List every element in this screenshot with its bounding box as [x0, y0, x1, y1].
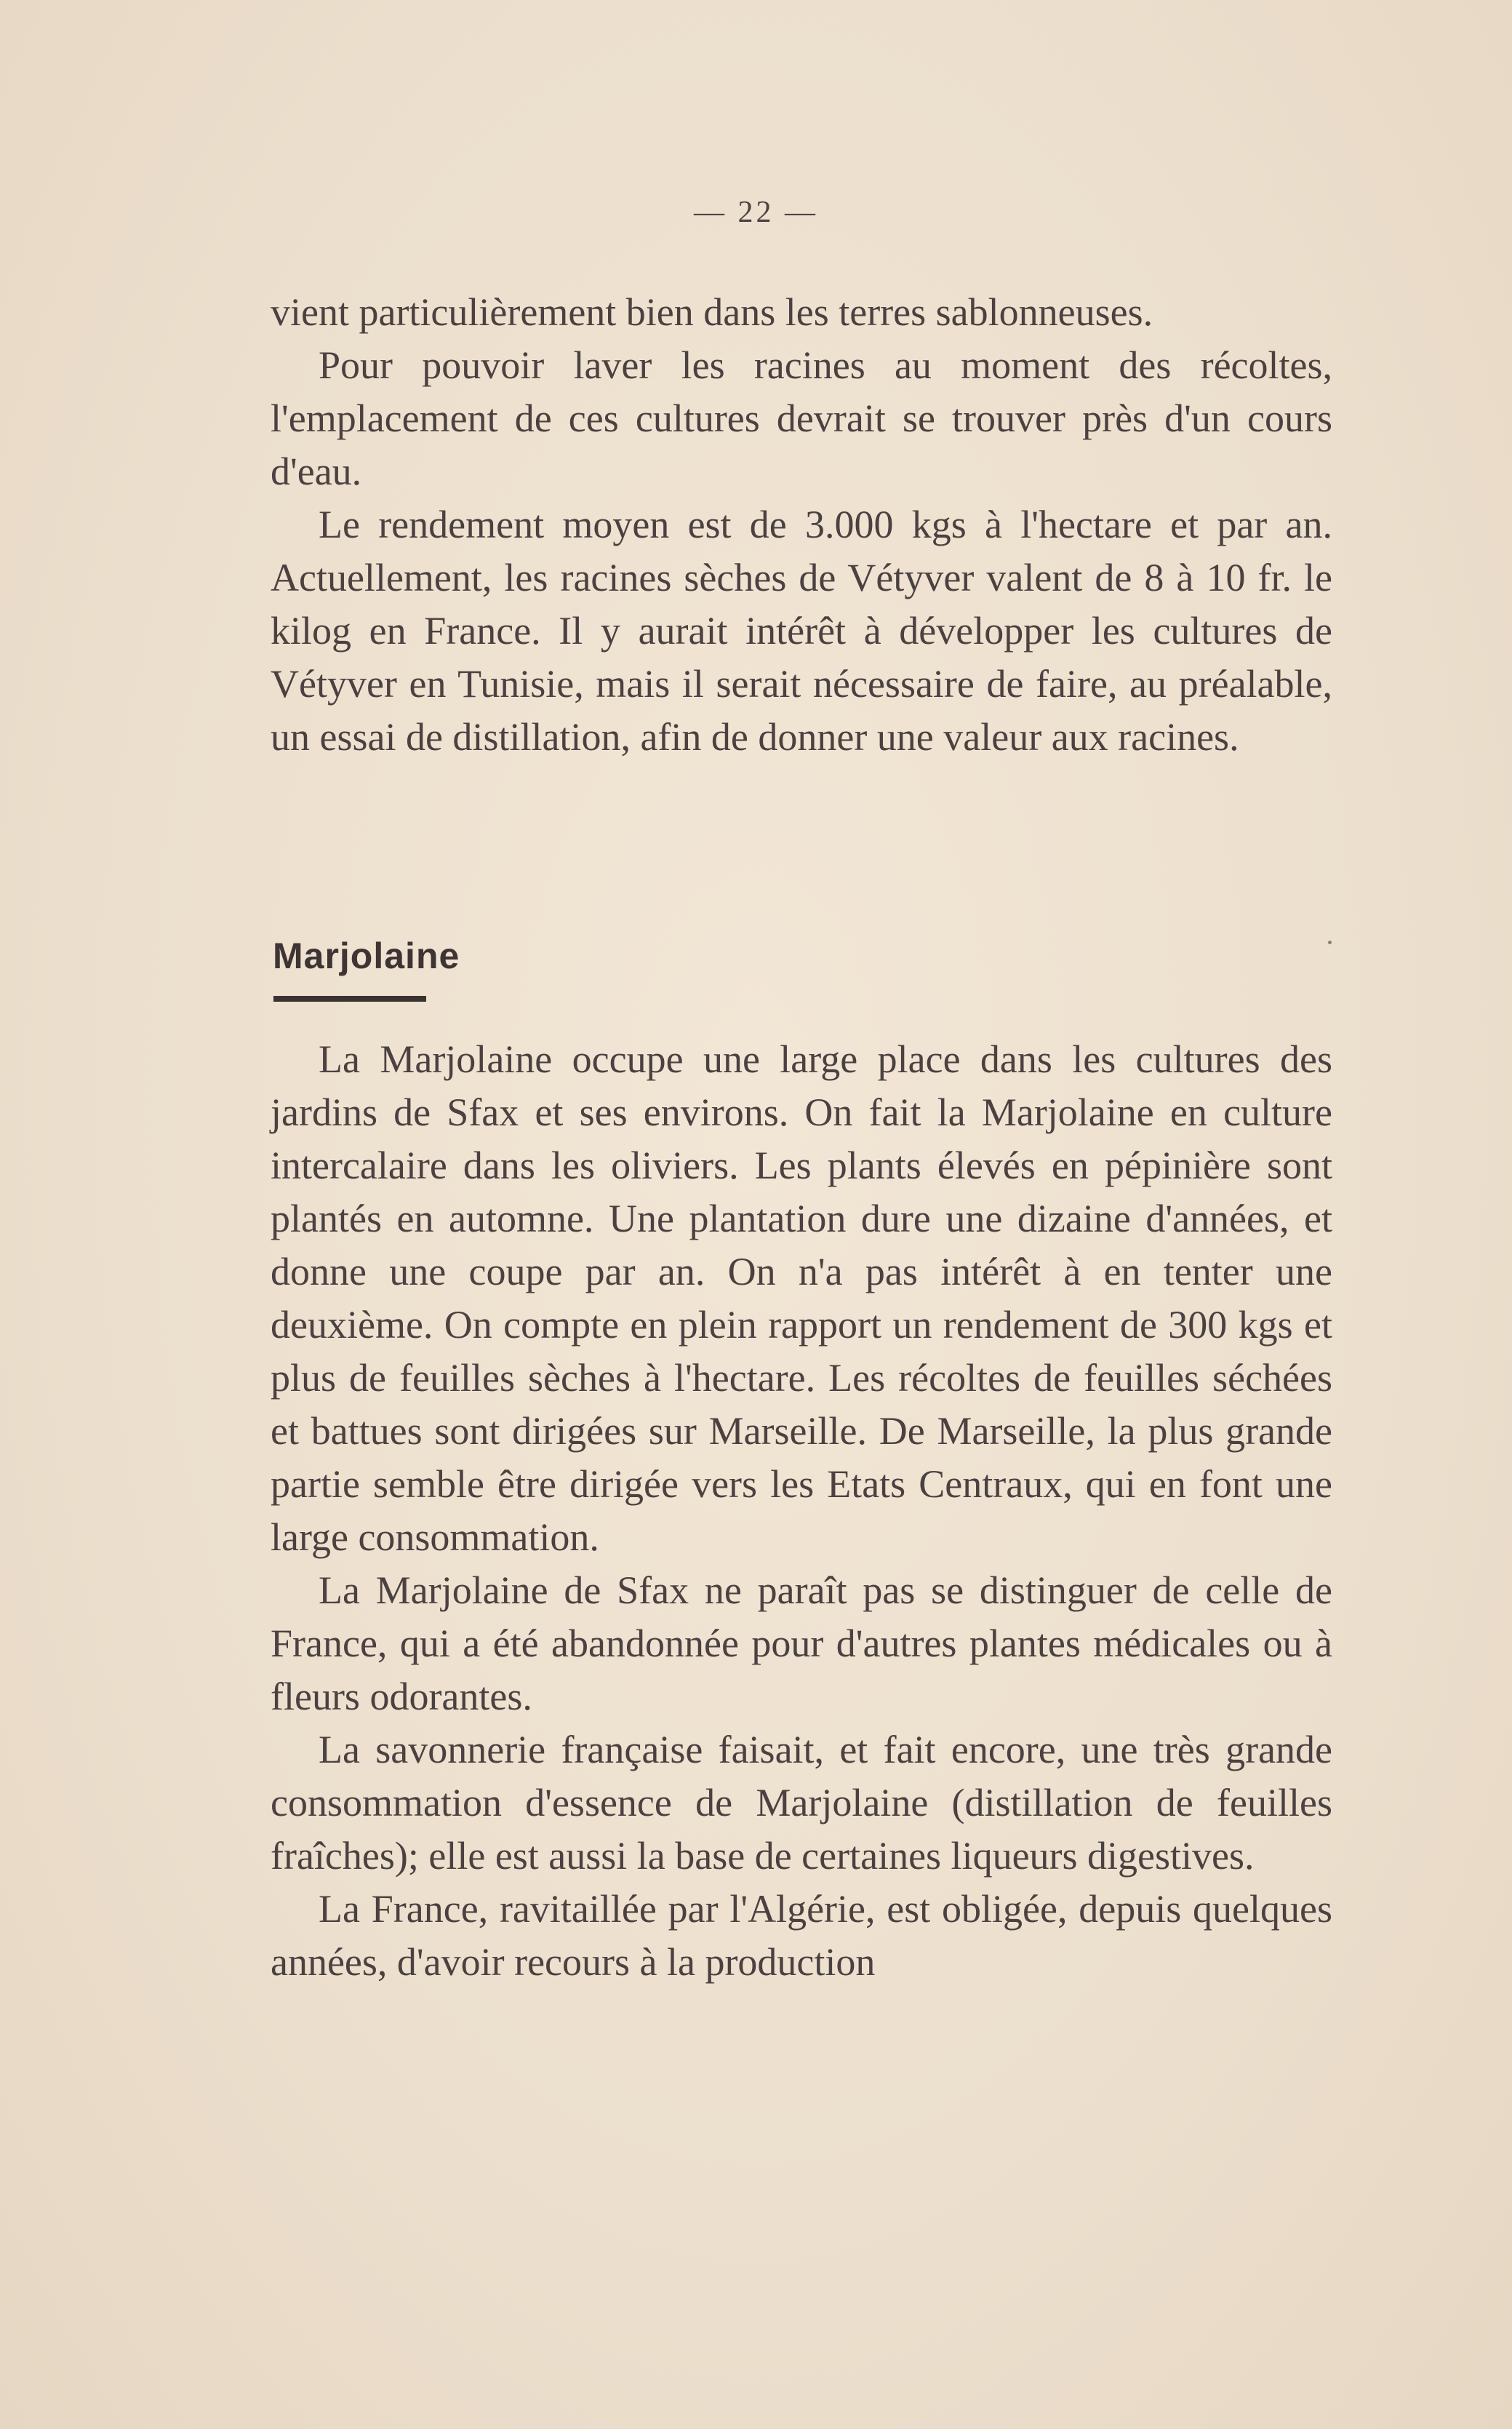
paragraph: La Marjolaine de Sfax ne paraît pas se distinguer de celle de France, qui a été abandonnée pour d'autres plantes médicales ou à fleurs odorantes.: [271, 1568, 1332, 1718]
paragraph: La savonnerie française faisait, et fait encore, une très grande consommation d'essence de Marjolaine (distillation de feuilles fraîches); elle est aussi la base de certaines liqueurs digestives.: [271, 1728, 1332, 1878]
section-text-block: [271, 1033, 1332, 1989]
paragraph: Le rendement moyen est de 3.000 kgs à l'hectare et par an. Actuellement, les racines sèches de Vétyver valent de 8 à 10 fr. le kilog en France. Il y aurait intérêt à développer les cultures de Vétyver en Tunisie, mais il serait nécessaire de faire, au préalable, un essai de distillation, afin de donner une valeur aux racines.: [271, 503, 1332, 759]
paragraph: La France, ravitaillée par l'Algérie, est obligée, depuis quelques années, d'avoir recours à la production: [271, 1887, 1332, 1984]
paragraph: La Marjolaine occupe une large place dans les cultures des jardins de Sfax et ses environs. On fait la Marjolaine en culture intercalaire dans les oliviers. Les plants élevés en pépinière sont plantés en automne. Une plantation dure une dizaine d'années, et donne une coupe par an. On n'a pas intérêt à en tenter une deuxième. On compte en plein rapport un rendement de 300 kgs et plus de feuilles sèches à l'hectare. Les récoltes de feuilles séchées et battues sont dirigées sur Marseille. De Marseille, la plus grande partie semble être dirigée vers les Etats Centraux, qui en font une large consommation.: [271, 1037, 1332, 1559]
paragraph: vient particulièrement bien dans les terres sablonneuses.: [271, 290, 1153, 334]
page-number: — 22 —: [694, 196, 818, 229]
print-speck: [1328, 941, 1332, 944]
paragraph: Pour pouvoir laver les racines au moment des récoltes, l'emplacement de ces cultures devrait se trouver près d'un cours d'eau.: [271, 343, 1332, 493]
section-heading: Marjolaine: [273, 936, 460, 976]
heading-underline: [273, 996, 426, 1002]
intro-text-block: [271, 286, 1332, 764]
